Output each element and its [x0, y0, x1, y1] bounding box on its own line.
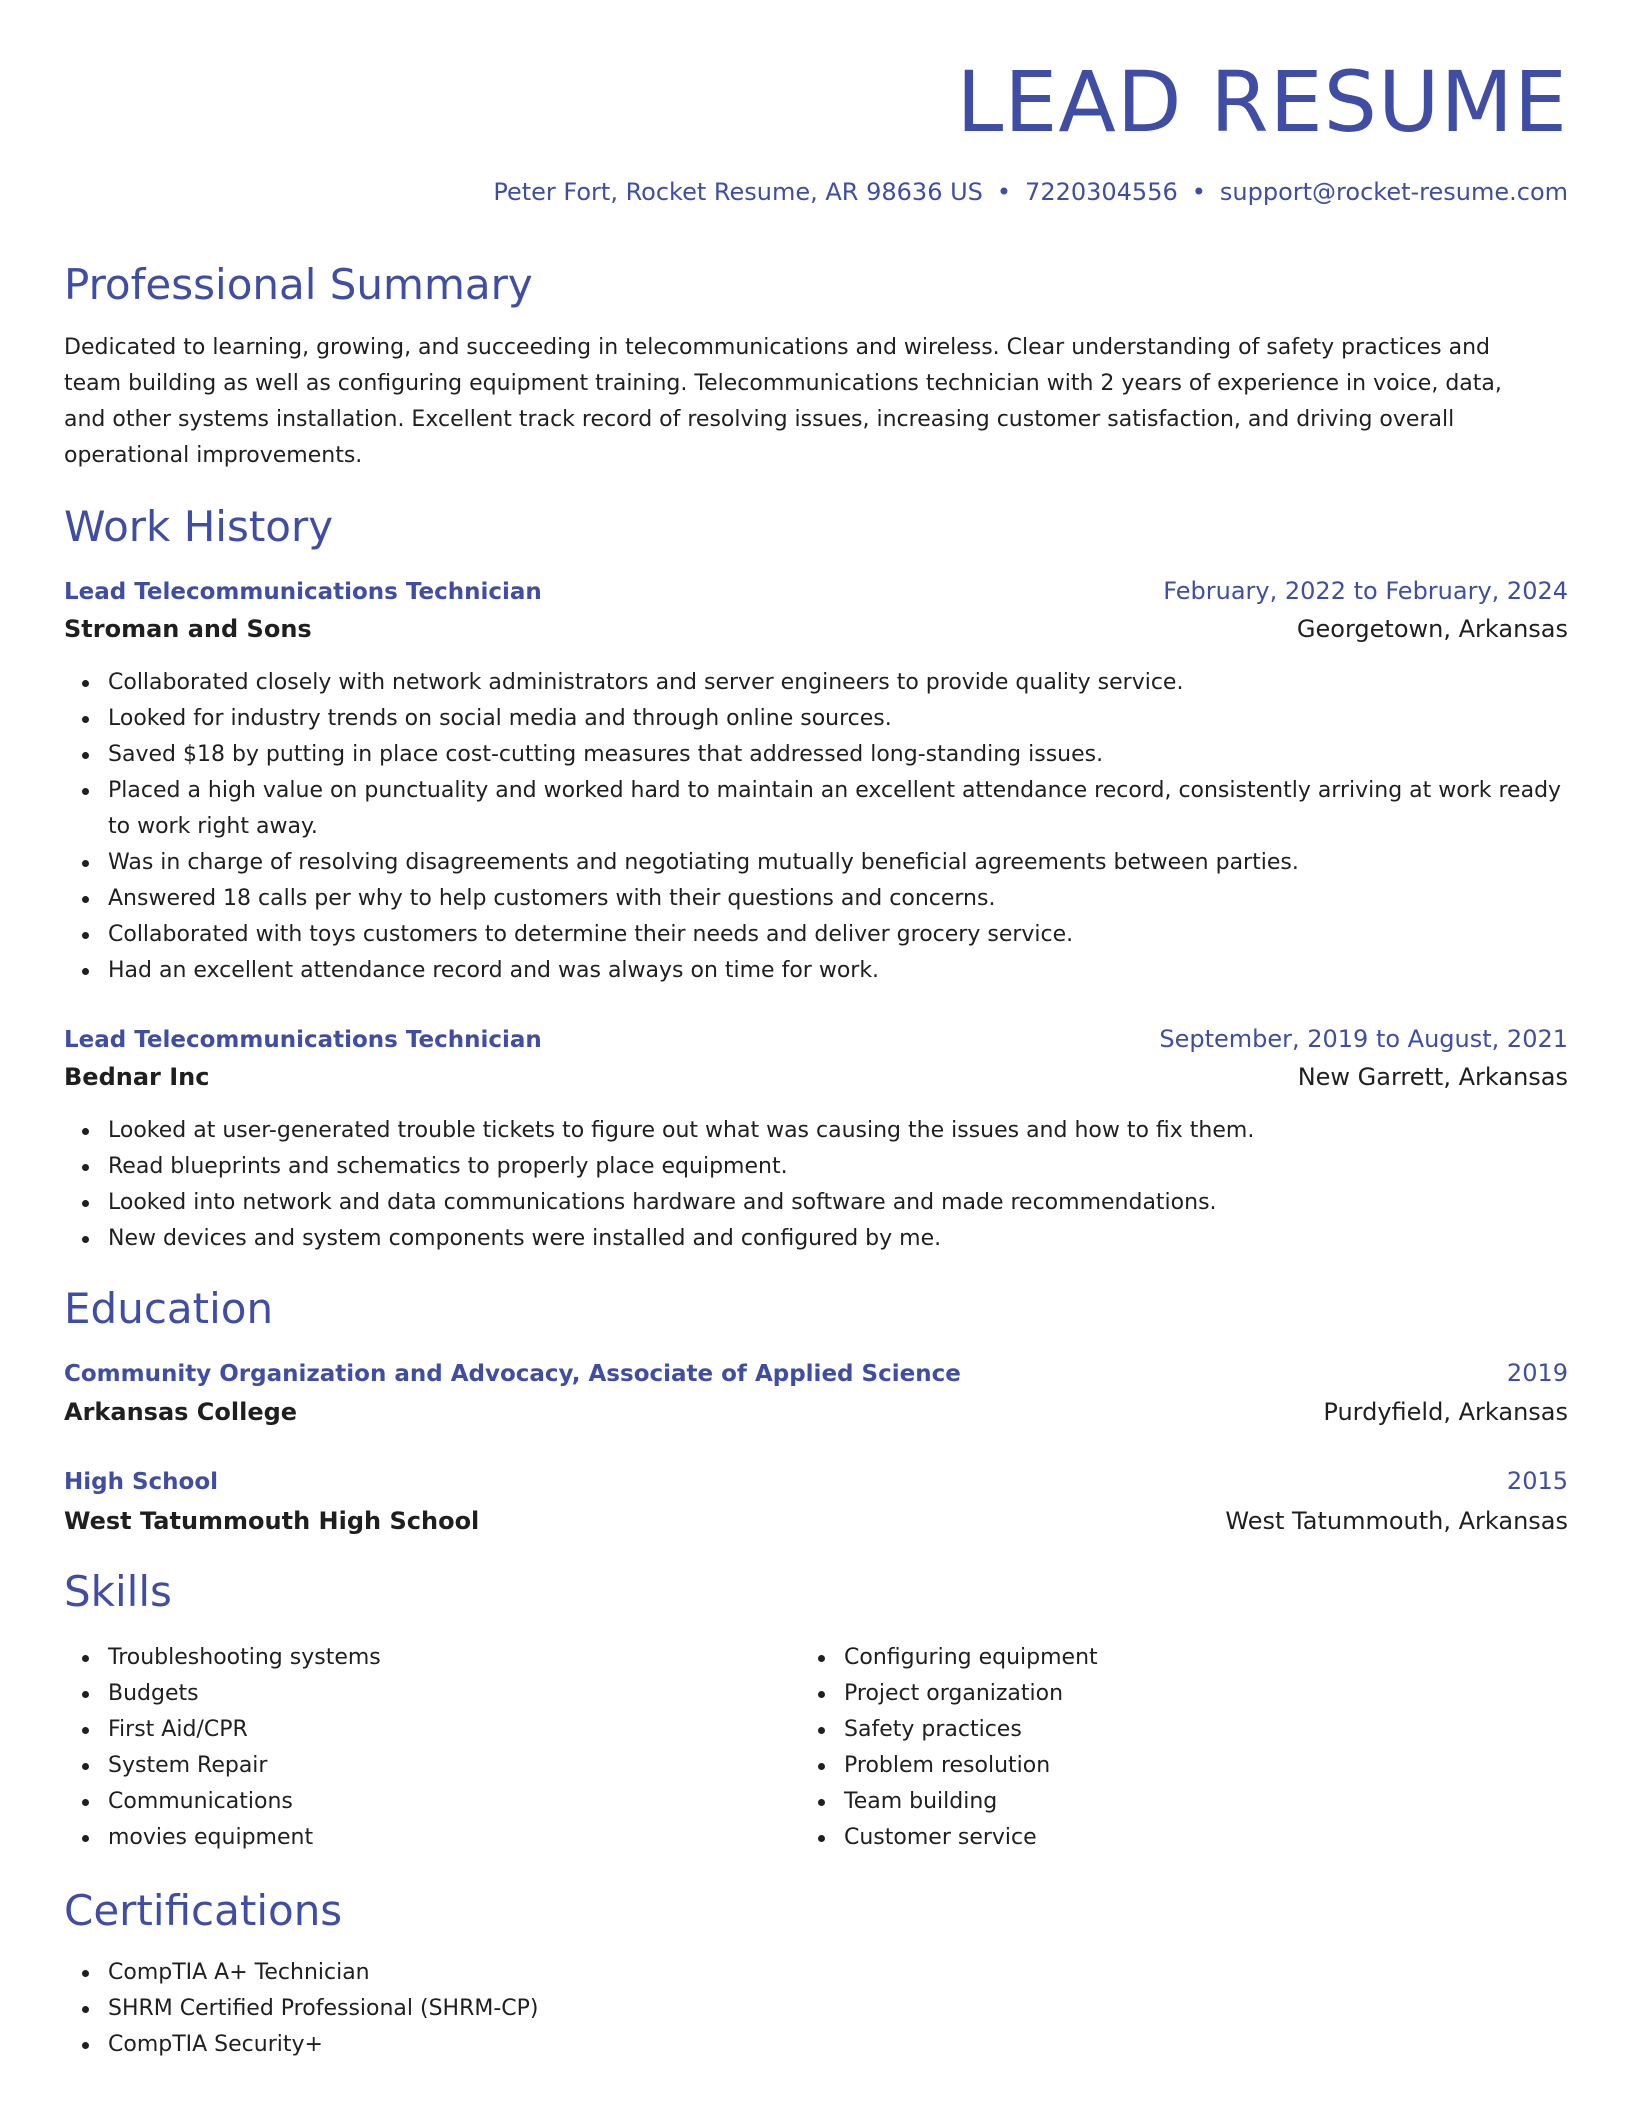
skills-list-left: [64, 1640, 808, 1856]
list-item: Was in charge of resolving disagreements and negotiating mutually beneficial agreements between parties.: [108, 845, 1578, 881]
list-item: Read blueprints and schematics to properly place equipment.: [108, 1149, 1578, 1185]
job-header-row: [64, 1023, 1568, 1056]
skills-heading: Skills: [64, 1567, 172, 1616]
list-item: Looked for industry trends on social media and through online sources.: [108, 701, 1578, 737]
job-company-row: [64, 1061, 1568, 1093]
summary-heading: Professional Summary: [64, 260, 533, 309]
education-location: West Tatummouth, Arkansas: [1225, 1507, 1568, 1535]
contact-separator: •: [1191, 178, 1206, 206]
certification-item: SHRM Certified Professional (SHRM-CP): [108, 1991, 1578, 2027]
job-header-row: [64, 575, 1568, 608]
skill-item: Budgets: [108, 1676, 808, 1712]
education-school: West Tatummouth High School: [64, 1507, 480, 1535]
list-item: Looked into network and data communications hardware and software and made recommendations.: [108, 1185, 1578, 1221]
education-degree: High School: [64, 1469, 219, 1495]
job-bullet-list: [64, 665, 1578, 989]
job-dates: September, 2019 to August, 2021: [1159, 1025, 1568, 1053]
skill-item: Problem resolution: [844, 1748, 1544, 1784]
contact-line: [493, 176, 1568, 208]
skill-item: First Aid/CPR: [108, 1712, 808, 1748]
skill-item: Team building: [844, 1784, 1544, 1820]
list-item: New devices and system components were installed and configured by me.: [108, 1221, 1578, 1257]
job-dates: February, 2022 to February, 2024: [1163, 577, 1568, 605]
list-item: Collaborated with toys customers to determine their needs and deliver grocery service.: [108, 917, 1578, 953]
list-item: Collaborated closely with network administrators and server engineers to provide quality service.: [108, 665, 1578, 701]
resume-header: [64, 0, 1568, 152]
list-item: Placed a high value on punctuality and worked hard to maintain an excellent attendance record, consistently arriving at work ready to work right away.: [108, 773, 1578, 845]
summary-text: Dedicated to learning, growing, and succeeding in telecommunications and wireless. Clear understanding of safety practices and team building as well as configuring equipment training. Telecommunications technician with 2 years of experience in voice, data, and other systems installation. Excellent track record of resolving issues, increasing customer satisfaction, and driving overall operational improvements.: [64, 335, 1502, 468]
skill-item: Troubleshooting systems: [108, 1640, 808, 1676]
job-title: Lead Telecommunications Technician: [64, 1027, 542, 1053]
skill-item: Customer service: [844, 1820, 1544, 1856]
certification-item: CompTIA Security+: [108, 2027, 1578, 2063]
certification-item: CompTIA A+ Technician: [108, 1955, 1578, 1991]
list-item: Had an excellent attendance record and was always on time for work.: [108, 953, 1578, 989]
skill-item: Safety practices: [844, 1712, 1544, 1748]
skill-item: System Repair: [108, 1748, 808, 1784]
education-location: Purdyfield, Arkansas: [1323, 1398, 1568, 1426]
job-company-row: [64, 613, 1568, 645]
education-school: Arkansas College: [64, 1398, 298, 1426]
education-year: 2019: [1506, 1359, 1568, 1387]
list-item: Looked at user-generated trouble tickets to figure out what was causing the issues and how to fix them.: [108, 1113, 1578, 1149]
job-location: New Garrett, Arkansas: [1297, 1063, 1568, 1091]
contact-separator: •: [996, 178, 1012, 206]
education-school-row: [64, 1505, 1568, 1537]
job-bullet-list: [64, 1113, 1578, 1257]
education-header-row: [64, 1465, 1568, 1498]
education-degree: Community Organization and Advocacy, Associate of Applied Science: [64, 1361, 961, 1387]
list-item: Answered 18 calls per why to help customers with their questions and concerns.: [108, 881, 1578, 917]
skill-item: Configuring equipment: [844, 1640, 1544, 1676]
job-company: Stroman and Sons: [64, 615, 312, 643]
list-item: Saved $18 by putting in place cost-cutting measures that addressed long-standing issues.: [108, 737, 1578, 773]
contact-address: Peter Fort, Rocket Resume, AR 98636 US: [493, 178, 983, 206]
job-location: Georgetown, Arkansas: [1296, 615, 1568, 643]
skill-item: Communications: [108, 1784, 808, 1820]
resume-title: LEAD RESUME: [956, 53, 1568, 151]
contact-phone: 7220304556: [1025, 178, 1178, 206]
job-company: Bednar Inc: [64, 1063, 210, 1091]
skills-list-right: [800, 1640, 1544, 1856]
certifications-list: [64, 1955, 1578, 2063]
education-header-row: [64, 1357, 1568, 1390]
skill-item: Project organization: [844, 1676, 1544, 1712]
education-heading: Education: [64, 1284, 274, 1333]
job-title: Lead Telecommunications Technician: [64, 579, 542, 605]
skill-item: movies equipment: [108, 1820, 808, 1856]
work-history-heading: Work History: [64, 502, 334, 551]
education-year: 2015: [1506, 1467, 1568, 1495]
contact-email[interactable]: support@rocket-resume.com: [1219, 178, 1568, 206]
education-school-row: [64, 1396, 1568, 1428]
certifications-heading: Certifications: [64, 1886, 343, 1935]
